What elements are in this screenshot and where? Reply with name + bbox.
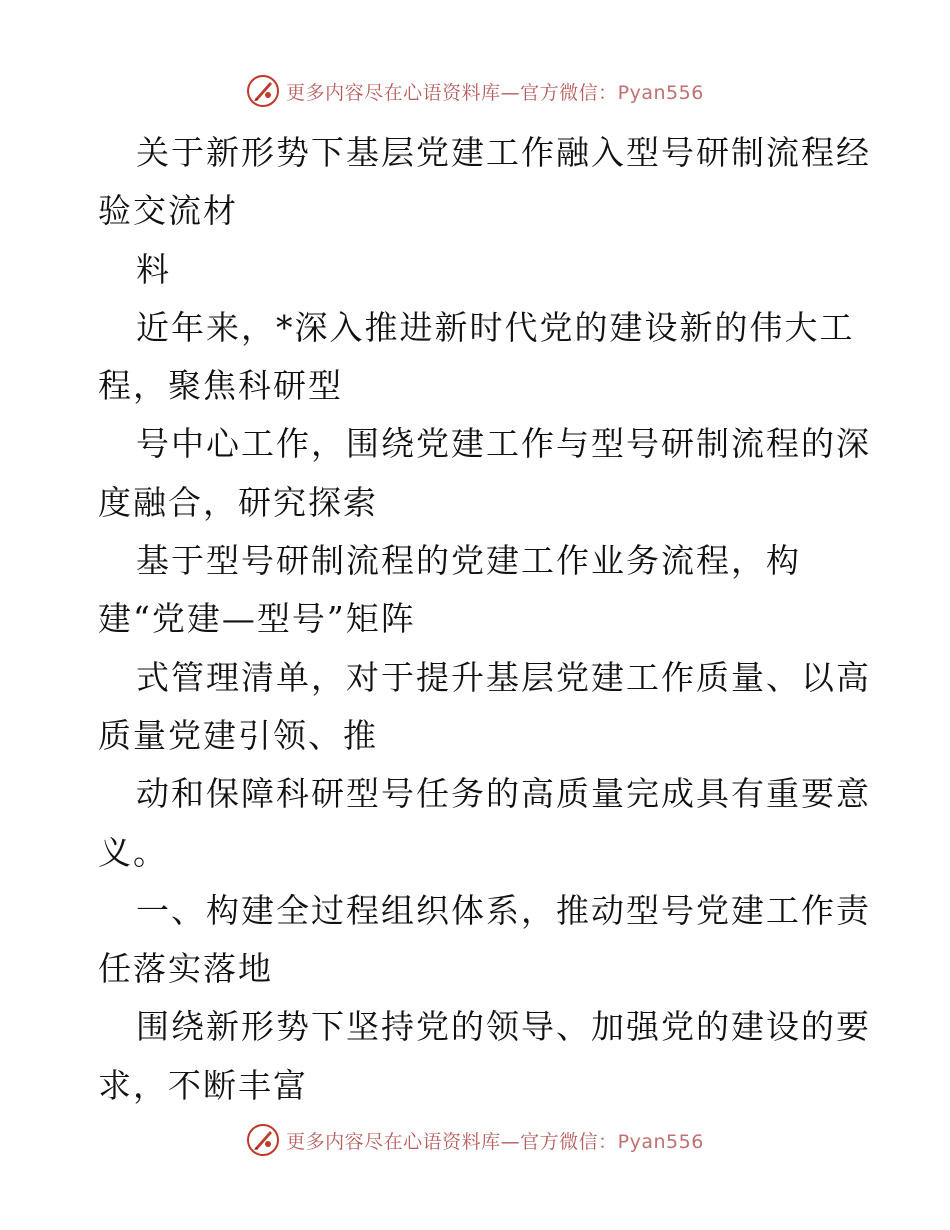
paragraph-line: 求，不断丰富 bbox=[98, 1065, 308, 1105]
section-heading-line: 任落实落地 bbox=[98, 949, 273, 989]
paragraph-line: 度融合，研究探索 bbox=[98, 482, 378, 522]
paragraph-line: 号中心工作，围绕党建工作与型号研制流程的深 bbox=[136, 424, 871, 464]
paragraph-line: 质量党建引领、推 bbox=[98, 715, 378, 755]
quill-pen-logo-icon bbox=[246, 1123, 280, 1157]
header-watermark bbox=[0, 71, 950, 111]
title-line-2: 验交流材 bbox=[98, 191, 238, 231]
paragraph-line: 动和保障科研型号任务的高质量完成具有重要意 bbox=[136, 774, 871, 814]
paragraph-line: 围绕新形势下坚持党的领导、加强党的建设的要 bbox=[136, 1007, 871, 1047]
document-body bbox=[98, 124, 871, 1115]
paragraph-line: 近年来，*深入推进新时代党的建设新的伟大工 bbox=[136, 307, 855, 347]
paragraph-line: 义。 bbox=[98, 832, 168, 872]
title-line-1: 关于新形势下基层党建工作融入型号研制流程经 bbox=[136, 133, 871, 172]
paragraph-line: 基于型号研制流程的党建工作业务流程，构 bbox=[136, 541, 801, 581]
title-line-3: 料 bbox=[136, 249, 171, 289]
watermark-wechat-id: Pyan556 bbox=[617, 1130, 704, 1153]
watermark-text: 更多内容尽在心语资料库—官方微信：Pyan556 bbox=[286, 1130, 704, 1153]
section-heading-line: 一、构建全过程组织体系，推动型号党建工作责 bbox=[136, 890, 871, 930]
watermark-group bbox=[246, 74, 704, 108]
watermark-wechat-id: Pyan556 bbox=[617, 81, 704, 104]
paragraph-line: 程，聚焦科研型 bbox=[98, 366, 343, 406]
footer-watermark bbox=[0, 1120, 950, 1160]
paragraph-line: 式管理清单，对于提升基层党建工作质量、以高 bbox=[136, 657, 871, 697]
quill-pen-logo-icon bbox=[246, 74, 280, 108]
watermark-text: 更多内容尽在心语资料库—官方微信：Pyan556 bbox=[286, 81, 704, 104]
paragraph-line: 建“党建—型号”矩阵 bbox=[98, 599, 416, 639]
watermark-group bbox=[246, 1123, 704, 1157]
